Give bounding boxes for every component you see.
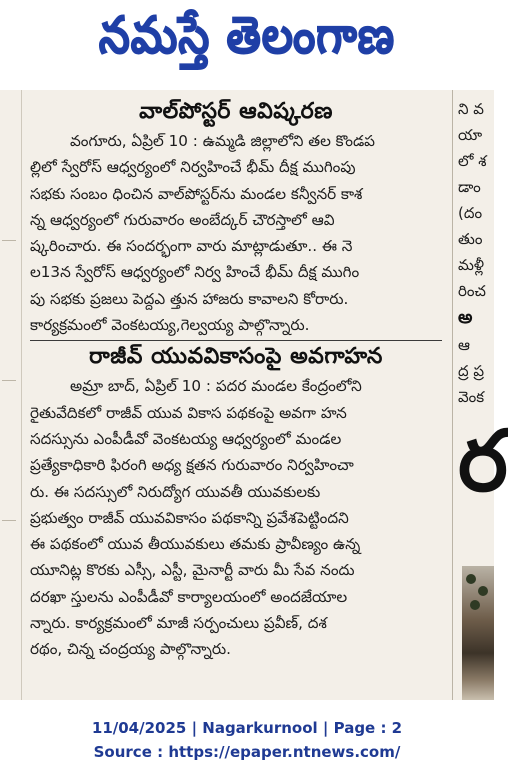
article-line: రథం, చిన్న చంద్రయ్య పాల్గొన్నారు. bbox=[30, 640, 231, 659]
fragment-line: రించ bbox=[458, 282, 486, 300]
fragment-line: డాం bbox=[458, 178, 481, 196]
article-line: న్నారు. కార్యక్రమంలో మాజీ సర్పంచులు ప్రవీణ్, దశ bbox=[30, 614, 327, 633]
fragment-large-letter: ర bbox=[458, 412, 508, 510]
article-line: ఈ పథకంలో యువ తీయువకులు తమకు ప్రావీణ్యం ఉన్న bbox=[30, 535, 361, 554]
fragment-line: వెంక bbox=[458, 388, 485, 406]
fragment-line: ఆ bbox=[458, 336, 470, 354]
photo-foliage bbox=[478, 586, 488, 596]
fragment-line: లో శ bbox=[458, 152, 487, 170]
article-line: ల్లిలో స్వేరోస్ ఆధ్వర్యంలో నిర్వహించే భీమ్ దీక్ష ముగింపు bbox=[30, 158, 356, 177]
main-column bbox=[30, 96, 442, 663]
article-wall-poster bbox=[30, 96, 442, 338]
photo-foliage bbox=[470, 600, 480, 610]
article-rajiv-yuva-vikasam bbox=[30, 341, 442, 662]
article-line: అమ్రా బాద్, ఏప్రిల్ 10 : పదర మండల కేంద్రంలోని bbox=[70, 377, 362, 396]
fragment-line: మళ్లీ bbox=[458, 256, 484, 274]
article-line: ప్రత్యేకాధికారి ఫిరంగి అధ్య క్షతన గురువారం నిర్వహించా bbox=[30, 456, 354, 475]
article-line: పు సభకు ప్రజలు పెద్దఎ త్తున హాజరు కావాలని కోరారు. bbox=[30, 289, 349, 308]
article-line: దరఖా స్తులను ఎంపీడీవో కార్యాలయంలో అందజేయాల bbox=[30, 587, 348, 606]
fragment-subhead: అ bbox=[458, 307, 473, 328]
article-headline: వాల్‌పోస్టర్ ఆవిష్కరణ bbox=[139, 99, 333, 124]
article-line: కార్యక్రమంలో వెంకటయ్య,గెల్వయ్య పాల్గొన్నారు. bbox=[30, 316, 310, 335]
fragment-line: (దం bbox=[458, 204, 483, 222]
newspaper-clipping bbox=[0, 90, 508, 700]
source-footer bbox=[0, 708, 494, 781]
article-line: సదస్సును ఎంపీడీవో వెంకటయ్య ఆధ్వర్యంలో మండల bbox=[30, 429, 342, 448]
fragment-line: ని వ bbox=[458, 100, 484, 118]
article-line: రైతువేదికలో రాజీవ్ యువ వికాస పథకంపై అవగా హన bbox=[30, 403, 347, 422]
masthead bbox=[0, 0, 494, 84]
article-line: సభకు సంబం ధించిన వాల్‌పోస్టర్‌ను మండల కన్వీనర్ కాశ bbox=[30, 184, 363, 203]
newspaper-logo: నమస్తే తెలంగాణ bbox=[98, 6, 396, 65]
fragment-line: యా bbox=[458, 126, 483, 144]
fragment-line: ద్ర ప్ర bbox=[458, 362, 485, 380]
article-line: రు. ఈ సదస్సులో నిరుద్యోగ యువతీ యువకులకు bbox=[30, 482, 321, 501]
photo-foliage bbox=[466, 574, 476, 584]
column-edge-mark bbox=[2, 520, 16, 521]
article-line: న్న ఆధ్వర్యంలో గురువారం అంబేద్కర్ చౌరస్తాలో ఆవి bbox=[30, 210, 335, 229]
article-line: ల13న స్వేరోస్ ఆధ్వర్యంలో నిర్వ హించే భీమ్ దీక్ష ముగిం bbox=[30, 263, 360, 282]
article-headline: రాజీవ్ యువవికాసంపై అవగాహన bbox=[89, 344, 383, 370]
edition-date-line: 11/04/2025 | Nagarkurnool | Page : 2 bbox=[91, 719, 403, 737]
left-column-edge bbox=[0, 90, 22, 700]
source-url-line: Source : https://epaper.ntnews.com/ bbox=[93, 743, 401, 761]
adjacent-photo-fragment bbox=[462, 566, 494, 700]
column-divider bbox=[452, 90, 453, 700]
article-line: యూనిట్ల కొరకు ఎస్సీ, ఎస్టీ, మైనార్టీ వారు మీ సేవ నందు bbox=[30, 561, 355, 580]
adjacent-column-fragment bbox=[458, 96, 508, 510]
article-line: ప్రభుత్వం రాజీవ్ యువవికాసం పథకాన్ని ప్రవేశపెట్టిందని bbox=[30, 508, 349, 527]
article-line: ష్కరించారు. ఈ సందర్భంగా వారు మాట్లాడుతూ.. ఈ నె bbox=[30, 237, 353, 256]
fragment-line: తుం bbox=[458, 230, 483, 248]
column-edge-mark bbox=[2, 380, 16, 381]
article-line: వంగూరు, ఏప్రిల్ 10 : ఉమ్మడి జిల్లాలోని తల కొండప bbox=[70, 132, 375, 150]
column-edge-mark bbox=[2, 240, 16, 241]
